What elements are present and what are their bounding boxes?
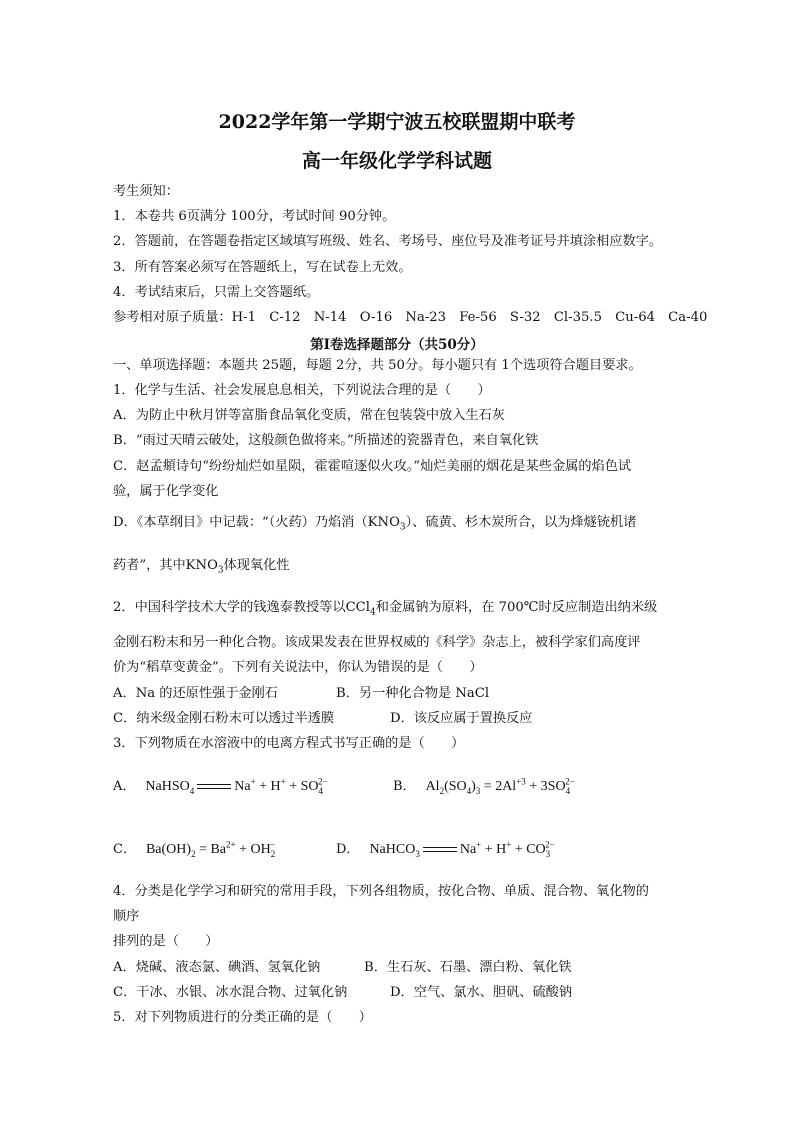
q3-a-label: A．: [113, 779, 136, 794]
q1-d-subscript: 3: [399, 522, 406, 533]
exam-subtitle: 高一年级化学学科试题: [301, 150, 492, 172]
q1-option-b: B．“雨过天晴云破处，这般颜色做将来。”所描述的瓷器青色，来自氧化铁: [113, 433, 539, 448]
q4-option-b: B．生石灰、石墨、漂白粉、氧化铁: [364, 960, 572, 975]
q2-text: 2．中国科学技术大学的钱逸泰教授等以CCl: [113, 600, 370, 615]
q4-option-c: C．干冰、水银、冰水混合物、过氧化钠: [113, 985, 348, 1000]
part-intro: 一、单项选择题：本题共 25题，每题 2分，共 50分。每小题只有 1个选项符合题目要求。: [113, 358, 642, 373]
q1-option-d: [113, 514, 636, 537]
q3-option-a: A． NaHSO$_4$ $Na^+ + H^+ + SO_4^{2-}$: [113, 776, 328, 796]
q1-d-text: ）、硫黄、杉木炭所合，以为烽燧铳机诸: [405, 515, 637, 530]
q5-stem: 5．对下列物质进行的分类正确的是（ ）: [113, 1010, 372, 1025]
notice-heading: 考生须知：: [113, 184, 179, 199]
section-title: 第Ⅰ卷选择题部分（共50分）: [310, 337, 484, 353]
q2-stem-cont: 价为“稻草变黄金”。下列有关说法中，你认为错误的是（ ）: [113, 660, 483, 675]
q1-d-text: D．《本草纲目》中记载：“（火药）乃焰消（KNO: [113, 515, 400, 530]
q2-stem: [113, 599, 657, 622]
notice-item: 2．答题前，在答题卷指定区域填写班级、姓名、考场号、座位号及准考证号并填涂相应数字。: [113, 234, 663, 249]
q3-option-d: D． NaHCO$_3$ $Na^+ + H^+ + CO_3^{2-}$: [336, 839, 555, 859]
q1-d-subscript: 3: [217, 565, 224, 576]
q4-stem-cont: 排列的是（ ）: [113, 934, 219, 949]
q2-stem-cont: 金刚石粉末和另一种化合物。该成果发表在世界权威的《科学》杂志上，被科学家们高度评: [113, 635, 641, 650]
notice-item: 1．本卷共 6页满分 100分，考试时间 90分钟。: [113, 209, 396, 224]
q1-d-text: 体现氧化性: [223, 558, 290, 573]
q2-text: 和金属钠为原料，在 700℃时反应制造出纳米级: [375, 600, 658, 615]
q4-stem-cont: 顺序: [113, 909, 140, 924]
q2-option-a: A．Na 的还原性强于金刚石: [113, 686, 278, 701]
q3-option-b: B． $Al_2(SO_4)_3 = 2Al^{+3} + 3SO_4^{2-}$: [393, 776, 575, 796]
q1-option-c-cont: 验，属于化学变化: [113, 484, 219, 499]
q2-option-c: C．纳米级金刚石粉末可以透过半透膜: [113, 711, 335, 726]
equals-sign: [197, 784, 231, 789]
q1-option-a: A．为防止中秋月饼等富脂食品氧化变质，常在包装袋中放入生石灰: [113, 408, 505, 423]
equals-sign: [423, 847, 457, 852]
notice-item: 4．考试结束后，只需上交答题纸。: [113, 285, 320, 300]
notice-item: 3．所有答案必须写在答题纸上，写在试卷上无效。: [113, 260, 412, 275]
q2-option-b: B．另一种化合物是 NaCl: [336, 686, 490, 701]
q4-option-d: D．空气、氯水、胆矾、硫酸钠: [390, 985, 573, 1000]
q3-c-label: C．: [113, 842, 136, 857]
q1-stem: 1．化学与生活、社会发展息息相关，下列说法合理的是（ ）: [113, 383, 491, 398]
q3-stem: 3．下列物质在水溶液中的电离方程式书写正确的是（ ）: [113, 736, 465, 751]
q4-stem: 4．分类是化学学习和研究的常用手段，下列各组物质，按化合物、单质、混合物、氧化物的: [113, 884, 649, 899]
exam-title: 2022学年第一学期宁波五校联盟期中联考: [218, 111, 576, 133]
q3-option-c: C． $Ba(OH)_2 = Ba^{2+} + OH_2^-$: [113, 839, 276, 859]
q3-b-label: B．: [393, 779, 416, 794]
q1-d-text: 药者”，其中KNO: [113, 558, 218, 573]
q2-subscript: 4: [369, 607, 376, 618]
q1-option-c: C．赵孟頫诗句“纷纷灿烂如星陨，霍霍喧逐似火攻。”灿烂美丽的烟花是某些金属的焰色试: [113, 459, 632, 474]
q3-d-label: D．: [336, 842, 360, 857]
q2-option-d: D．该反应属于置换反应: [390, 711, 533, 726]
q1-option-d-cont: [113, 557, 290, 580]
q4-option-a: A．烧碱、液态氯、碘酒、氢氧化钠: [113, 960, 321, 975]
atomic-masses: 参考相对原子质量：H-1 C-12 N-14 O-16 Na-23 Fe-56 S-32 Cl-35.5 Cu-64 Ca-40: [113, 310, 708, 325]
